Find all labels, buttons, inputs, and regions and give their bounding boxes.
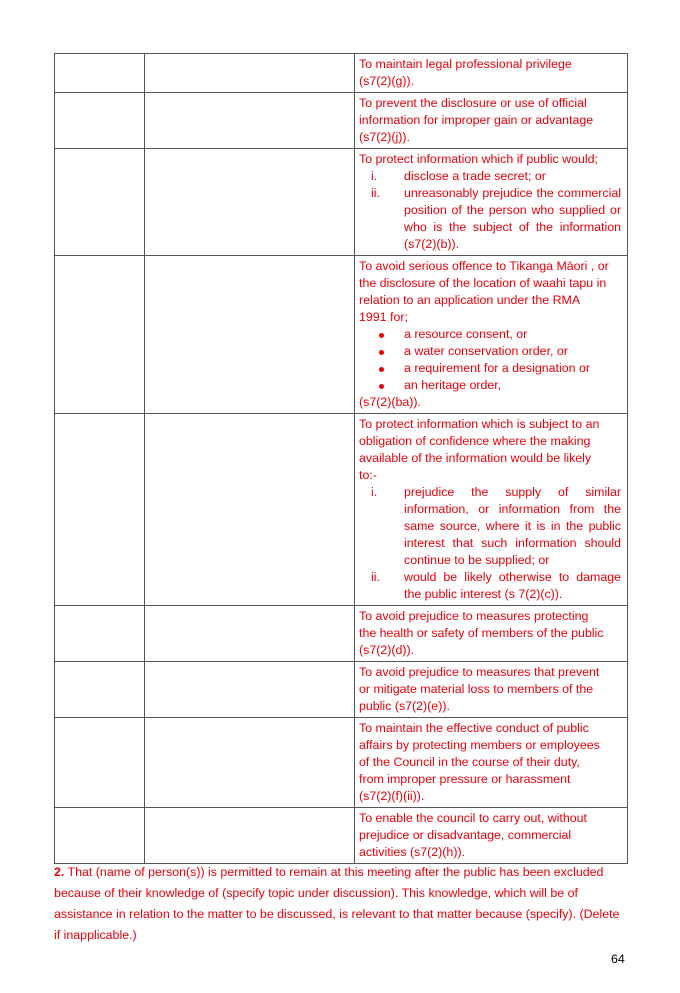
ground-intro-line: relation to an application under the RMA (359, 293, 581, 307)
ground-text-line: To prevent the disclosure or use of official (359, 96, 587, 110)
list-marker: i. (371, 485, 378, 499)
bullet-icon (359, 377, 404, 394)
bullet-item (359, 360, 621, 377)
empty-cell (145, 93, 355, 149)
paragraph-number: 2. (54, 865, 65, 879)
bullet-item (359, 343, 621, 360)
ground-cell (355, 256, 628, 414)
empty-cell (145, 256, 355, 414)
bullet-text: a water conservation order, or (404, 344, 568, 358)
empty-cell (145, 808, 355, 864)
table-row (55, 149, 628, 256)
list-item (359, 569, 621, 603)
ground-intro-line: the disclosure of the location of waahi tapu in (359, 276, 607, 290)
empty-cell (145, 149, 355, 256)
table-row (55, 718, 628, 808)
empty-cell (145, 606, 355, 662)
ground-text-line: information for improper gain or advantage (359, 113, 594, 127)
ground-text-line: To maintain legal professional privilege (359, 57, 572, 71)
bullet-text: a requirement for a designation or (404, 361, 590, 375)
ground-intro-line: 1991 for; (359, 310, 408, 324)
bullet-item (359, 326, 621, 343)
ground-cell (355, 662, 628, 718)
ground-text-line: To enable the council to carry out, without (359, 811, 587, 825)
empty-cell (55, 54, 145, 93)
bullet-icon (359, 343, 404, 360)
list-item-text: would be likely otherwise to damage the public interest (s 7(2)(c)). (404, 570, 621, 601)
ground-text-line: public (s7(2)(e)). (359, 699, 450, 713)
table-row (55, 54, 628, 93)
ground-cell (355, 606, 628, 662)
ground-intro-line: available of the information would be likely (359, 451, 592, 465)
ground-cell (355, 718, 628, 808)
ground-text-line: (s7(2)(f)(ii)). (359, 789, 425, 803)
paragraph-text: That (name of person(s)) is permitted to remain at this meeting after the public has been excluded because of their knowledge of (specify topic under discussion). This knowledge, which will be of assistance in relation to the matter to be discussed, is relevant to that matter because (specify). (Delete if inapplicable.) (54, 865, 620, 942)
ground-cell (355, 54, 628, 93)
ground-cell (355, 149, 628, 256)
ground-text-line: (s7(2)(j)). (359, 130, 410, 144)
ground-outro: (s7(2)(ba)). (359, 395, 421, 409)
bullet-text: an heritage order, (404, 378, 502, 392)
bullet-icon (359, 360, 404, 377)
ground-text-line: or mitigate material loss to members of the (359, 682, 594, 696)
empty-cell (55, 606, 145, 662)
bullet-text: a resource consent, or (404, 327, 528, 341)
empty-cell (55, 718, 145, 808)
empty-cell (145, 414, 355, 606)
ground-cell (355, 414, 628, 606)
empty-cell (145, 662, 355, 718)
ground-text-line: the health or safety of members of the public (359, 626, 604, 640)
ground-text-line: To avoid prejudice to measures that prevent (359, 665, 600, 679)
list-item (359, 185, 621, 253)
ground-cell (355, 808, 628, 864)
ground-text-line: (s7(2)(d)). (359, 643, 415, 657)
ground-text-line: To avoid prejudice to measures protecting (359, 609, 589, 623)
table-row (55, 414, 628, 606)
ground-text-line: from improper pressure or harassment (359, 772, 571, 786)
list-marker: ii. (371, 570, 380, 584)
empty-cell (145, 54, 355, 93)
empty-cell (55, 414, 145, 606)
empty-cell (145, 718, 355, 808)
empty-cell (55, 256, 145, 414)
page-number: 64 (611, 952, 625, 966)
ground-text-line: (s7(2)(g)). (359, 74, 415, 88)
empty-cell (55, 808, 145, 864)
list-item-text: disclose a trade secret; or (404, 169, 546, 183)
ground-intro-line: obligation of confidence where the making (359, 434, 591, 448)
list-item-text: prejudice the supply of similar information, or information from the same source, where it is in the public interest that such information should continue to be supplied; or (404, 485, 621, 567)
empty-cell (55, 93, 145, 149)
ground-intro: To protect information which if public would; (359, 152, 598, 166)
ground-text-line: To maintain the effective conduct of public (359, 721, 589, 735)
table-row (55, 662, 628, 718)
ground-text-line: affairs by protecting members or employees (359, 738, 600, 752)
list-marker: ii. (371, 186, 380, 200)
list-marker: i. (371, 169, 378, 183)
bullet-item (359, 377, 621, 394)
paragraph-2 (54, 862, 629, 946)
ground-intro-line: To avoid serious offence to Tikanga Māori , or (359, 259, 609, 273)
ground-text-line: activities (s7(2)(h)). (359, 845, 466, 859)
empty-cell (55, 662, 145, 718)
ground-text-line: prejudice or disadvantage, commercial (359, 828, 572, 842)
empty-cell (55, 149, 145, 256)
list-item (359, 168, 621, 185)
table-row (55, 93, 628, 149)
ground-cell (355, 93, 628, 149)
bullet-icon (359, 326, 404, 343)
list-item (359, 484, 621, 569)
table-row (55, 256, 628, 414)
table-row (55, 606, 628, 662)
ground-intro-line: To protect information which is subject to an (359, 417, 600, 431)
grounds-table (54, 53, 628, 864)
list-item-text: unreasonably prejudice the commercial position of the person who supplied or who is the subject of the information (s7(2)(b)). (404, 186, 621, 251)
ground-text-line: of the Council in the course of their duty, (359, 755, 580, 769)
ground-intro-line: to:- (359, 468, 377, 482)
table-row (55, 808, 628, 864)
